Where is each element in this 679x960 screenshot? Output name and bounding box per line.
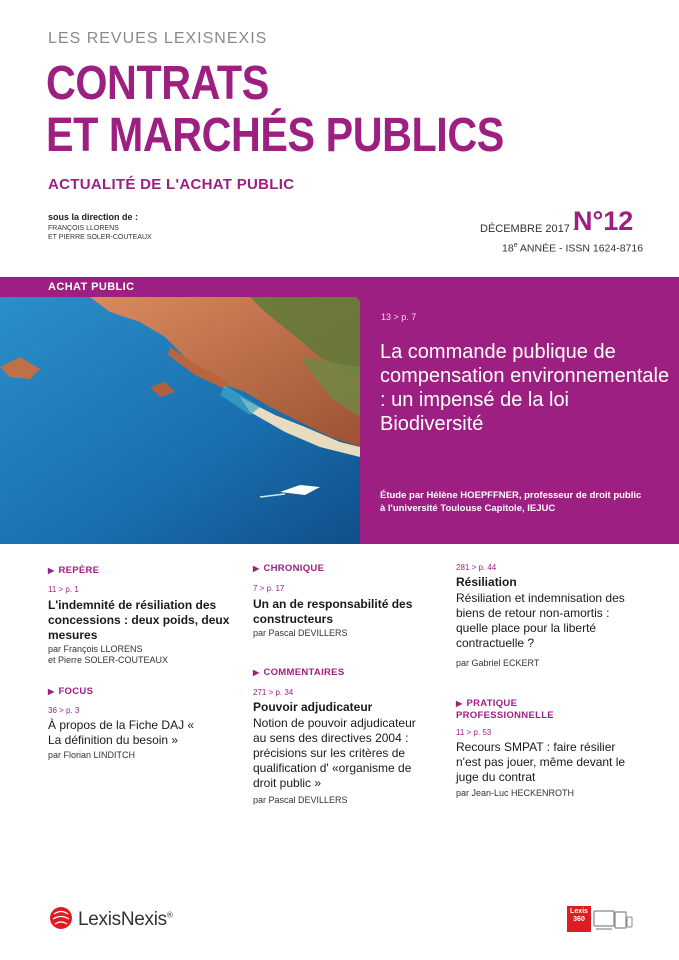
section-chronique-label: CHRONIQUE [263, 563, 325, 574]
article-byline [48, 644, 168, 666]
article-byline: par Gabriel ECKERT [456, 658, 540, 668]
journal-title-line2: ET MARCHÉS PUBLICS [46, 109, 504, 162]
direction-name-2: ET PIERRE SOLER-COUTEAUX [48, 234, 152, 241]
triangle-icon: ▶ [48, 687, 55, 696]
article-ref: 7 > p. 17 [253, 584, 285, 593]
journal-title-line1: CONTRATS [46, 57, 269, 110]
article-ref: 281 > p. 44 [456, 563, 497, 572]
article-byline: par Jean-Luc HECKENROTH [456, 788, 575, 798]
issue-number: N°12 [573, 206, 634, 236]
feature-ref: 13 > p. 7 [381, 312, 417, 322]
issue-year-rest: ANNÉE - ISSN 1624-8716 [517, 242, 644, 255]
article-text[interactable]: À propos de la Fiche DAJ « La définition du besoin » [48, 718, 195, 747]
article-byline: par Pascal DEVILLERS [253, 628, 348, 638]
section-repere-label: REPÈRE [58, 565, 100, 576]
article-text[interactable]: Recours SMPAT : faire résilier n'est pas jouer, même devant le juge du contrat [456, 740, 626, 784]
article-title[interactable]: Un an de responsabilité des constructeurs [253, 597, 413, 626]
issue-year-sup: e [513, 242, 518, 249]
section-commentaires [253, 667, 344, 678]
direction-label: sous la direction de : [48, 212, 139, 222]
section-pratique-line2: PROFESSIONNELLE [456, 710, 554, 721]
section-band-label: ACHAT PUBLIC [48, 281, 135, 293]
section-repere [48, 565, 99, 576]
lexisnexis-logo-icon [49, 906, 73, 930]
feature-title[interactable]: La commande publique de compensation environnementale : un impensé de la loi Biodiversité [380, 341, 670, 435]
issue-year [502, 242, 643, 255]
cover-photo [0, 297, 360, 544]
feature-author-line2: à l'université Toulouse Capitole, IEJUC [380, 503, 556, 514]
article-byline: par Florian LINDITCH [48, 750, 136, 760]
series-name: LES REVUES LEXISNEXIS [48, 30, 268, 47]
journal-title [46, 58, 504, 162]
article-ref: 271 > p. 34 [253, 688, 294, 697]
section-focus-label: FOCUS [58, 686, 94, 697]
section-focus [48, 686, 93, 697]
lexisnexis-brand [78, 909, 172, 931]
devices-icon [593, 908, 633, 934]
article-byline: par Pascal DEVILLERS [253, 795, 348, 805]
section-chronique [253, 563, 324, 574]
article-ref: 11 > p. 53 [456, 728, 492, 737]
article-byline-1: par François LLORENS [48, 644, 143, 654]
article-title[interactable]: L'indemnité de résiliation des concessions : deux poids, deux mesures [48, 598, 230, 642]
lexis360-badge [567, 906, 591, 932]
triangle-icon: ▶ [253, 564, 260, 573]
section-pratique [456, 698, 554, 722]
badge-line2: 360 [573, 916, 585, 923]
article-ref: 36 > p. 3 [48, 706, 80, 715]
direction-name-1: FRANÇOIS LLORENS [48, 225, 119, 232]
triangle-icon: ▶ [253, 668, 260, 677]
section-pratique-line1: PRATIQUE [466, 698, 518, 709]
brand-registered: ® [166, 910, 173, 920]
issue-date: DÉCEMBRE 2017 - [480, 223, 577, 235]
article-text[interactable]: Résiliation et indemnisation des biens de retour non-amortis : quelle place pour la liberté contractuelle ? [456, 591, 625, 650]
triangle-icon: ▶ [456, 699, 463, 708]
article-ref: 11 > p. 1 [48, 585, 79, 594]
article-title[interactable]: Pouvoir adjudicateur [253, 700, 373, 714]
badge-line1: Lexis [570, 908, 588, 915]
journal-subtitle: ACTUALITÉ DE L'ACHAT PUBLIC [48, 176, 295, 193]
article-title[interactable]: Résiliation [456, 575, 517, 589]
issue-year-num: 18 [502, 242, 514, 255]
triangle-icon: ▶ [48, 566, 55, 575]
feature-author-line1: Étude par Hélène HOEPFFNER, professeur de droit public [380, 490, 642, 501]
article-byline-2: et Pierre SOLER-COUTEAUX [48, 655, 169, 665]
direction-names [48, 224, 152, 242]
section-commentaires-label: COMMENTAIRES [263, 667, 345, 678]
coastline-illustration [0, 297, 360, 544]
feature-author [380, 489, 670, 515]
article-text[interactable]: Notion de pouvoir adjudicateur au sens des directives 2004 : précisions sur les critères de qualification d' «organisme de droit public » [253, 716, 416, 790]
brand-name: LexisNexis [78, 909, 167, 930]
